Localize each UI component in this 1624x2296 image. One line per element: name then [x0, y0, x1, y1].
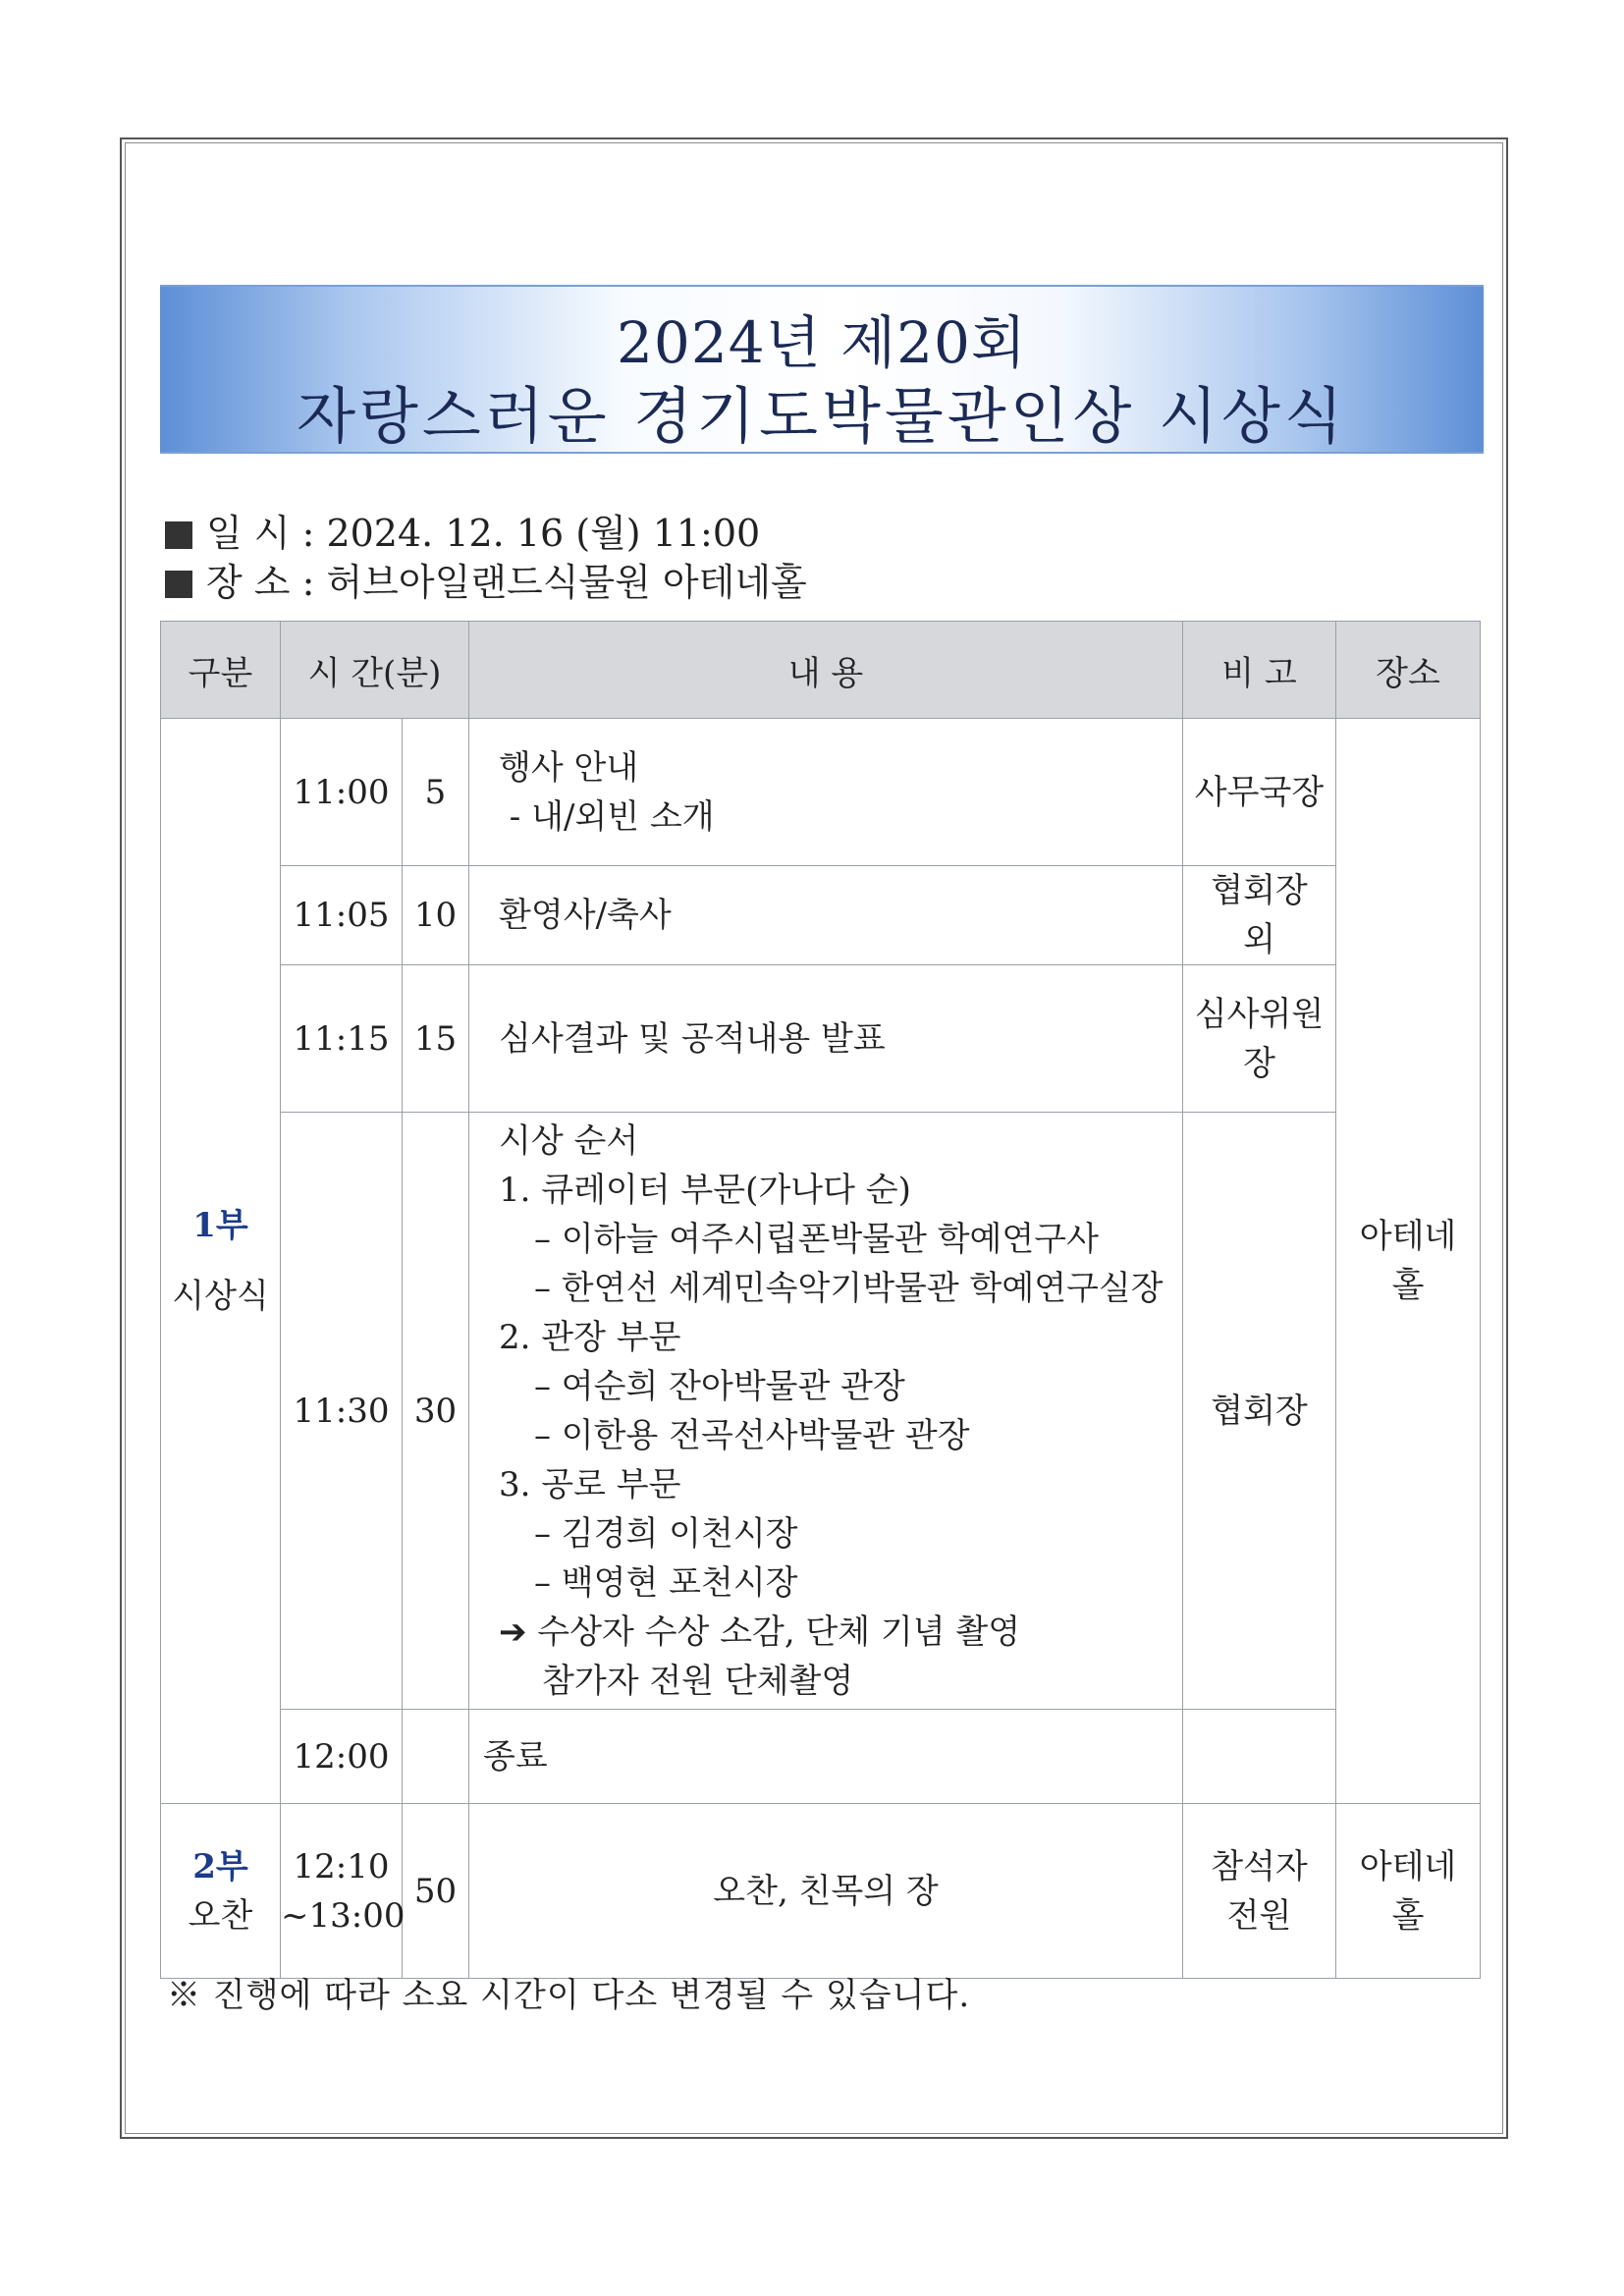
part1-label: 1부 [192, 1206, 248, 1245]
datetime-text: 일 시 : 2024. 12. 16 (월) 11:00 [206, 512, 761, 555]
content-line: – 김경희 이천시장 [534, 1513, 798, 1554]
content-line: 2. 관장 부문 [499, 1317, 681, 1357]
square-bullet-icon [165, 521, 192, 549]
part2-venue: 아테네 홀 [1336, 1804, 1481, 1979]
content-line: 심사결과 및 공적내용 발표 [499, 1018, 886, 1059]
minutes-cell [403, 1710, 469, 1804]
header-content: 내 용 [469, 622, 1183, 719]
content-line: – 한연선 세계민속악기박물관 학예연구실장 [534, 1268, 1164, 1308]
part1-venue: 아테네 홀 [1359, 1217, 1457, 1305]
content-line: – 여순희 잔아박물관 관장 [534, 1366, 905, 1406]
content-cell: 오찬, 친목의 장 [469, 1804, 1183, 1979]
table-row [161, 965, 1481, 1113]
table-row [161, 719, 1481, 866]
content-cell [469, 1113, 1183, 1710]
table-row [161, 1113, 1481, 1710]
header-remarks: 비 고 [1183, 622, 1336, 719]
remarks-cell: 협회장 외 [1183, 866, 1336, 965]
title-line-2: 자랑스러운 경기도박물관인상 시상식 [297, 380, 1347, 452]
content-line: 행사 안내 [499, 747, 639, 788]
minutes-cell: 5 [403, 719, 469, 866]
part1-division-cell [161, 719, 281, 1804]
content-line: 시상 순서 [499, 1121, 639, 1161]
content-line: 참가자 전원 단체촬영 [542, 1661, 854, 1701]
part1-venue-cell [1336, 719, 1481, 1804]
part2-name: 오찬 [188, 1895, 253, 1936]
content-line: - 내/외빈 소개 [499, 796, 715, 837]
table-row [161, 866, 1481, 965]
remarks-cell: 참석자 전원 [1183, 1804, 1336, 1979]
content-line: – 백영현 포천시장 [534, 1562, 798, 1603]
minutes-cell: 50 [403, 1804, 469, 1979]
content-line: ➔ 수상자 수상 소감, 단체 기념 촬영 [499, 1612, 1021, 1652]
square-bullet-icon [165, 571, 192, 598]
place-text: 장 소 : 허브아일랜드식물원 아테네홀 [206, 561, 807, 604]
time-cell: 12:10 ~13:00 [281, 1804, 403, 1979]
remarks-cell: 협회장 [1183, 1113, 1336, 1710]
time-cell: 11:00 [281, 719, 403, 866]
title-banner [160, 285, 1484, 454]
content-cell [469, 965, 1183, 1113]
part2-division-cell [161, 1804, 281, 1979]
header-venue: 장소 [1336, 622, 1481, 719]
content-line: – 이하늘 여주시립폰박물관 학예연구사 [534, 1219, 1099, 1259]
content-cell [469, 1710, 1183, 1804]
header-division: 구분 [161, 622, 281, 719]
remarks-cell [1183, 1710, 1336, 1804]
schedule-table [160, 621, 1481, 1979]
table-row [161, 1804, 1481, 1979]
title-line-1: 2024년 제20회 [617, 309, 1027, 376]
time-cell: 11:30 [281, 1113, 403, 1710]
content-line: 1. 큐레이터 부문(가나다 순) [499, 1170, 911, 1210]
table-row [161, 1710, 1481, 1804]
datetime-info [165, 503, 760, 557]
minutes-cell: 10 [403, 866, 469, 965]
minutes-cell: 30 [403, 1113, 469, 1710]
content-line: 종료 [483, 1736, 548, 1777]
part2-label: 2부 [192, 1846, 248, 1886]
header-time: 시 간(분) [281, 622, 469, 719]
footnote: ※ 진행에 따라 소요 시간이 다소 변경될 수 있습니다. [167, 1976, 971, 2015]
place-info [165, 552, 807, 606]
remarks-cell: 심사위원 장 [1183, 965, 1336, 1113]
content-line: 3. 공로 부문 [499, 1464, 681, 1504]
content-line: 환영사/축사 [499, 896, 672, 935]
time-cell: 11:15 [281, 965, 403, 1113]
time-cell: 11:05 [281, 866, 403, 965]
part1-name: 시상식 [172, 1277, 269, 1316]
content-line: – 이한용 전곡선사박물관 관장 [534, 1415, 970, 1455]
minutes-cell: 15 [403, 965, 469, 1113]
content-cell [469, 719, 1183, 866]
time-cell: 12:00 [281, 1710, 403, 1804]
content-cell [469, 866, 1183, 965]
remarks-cell: 사무국장 [1183, 719, 1336, 866]
table-header-row [161, 622, 1481, 719]
